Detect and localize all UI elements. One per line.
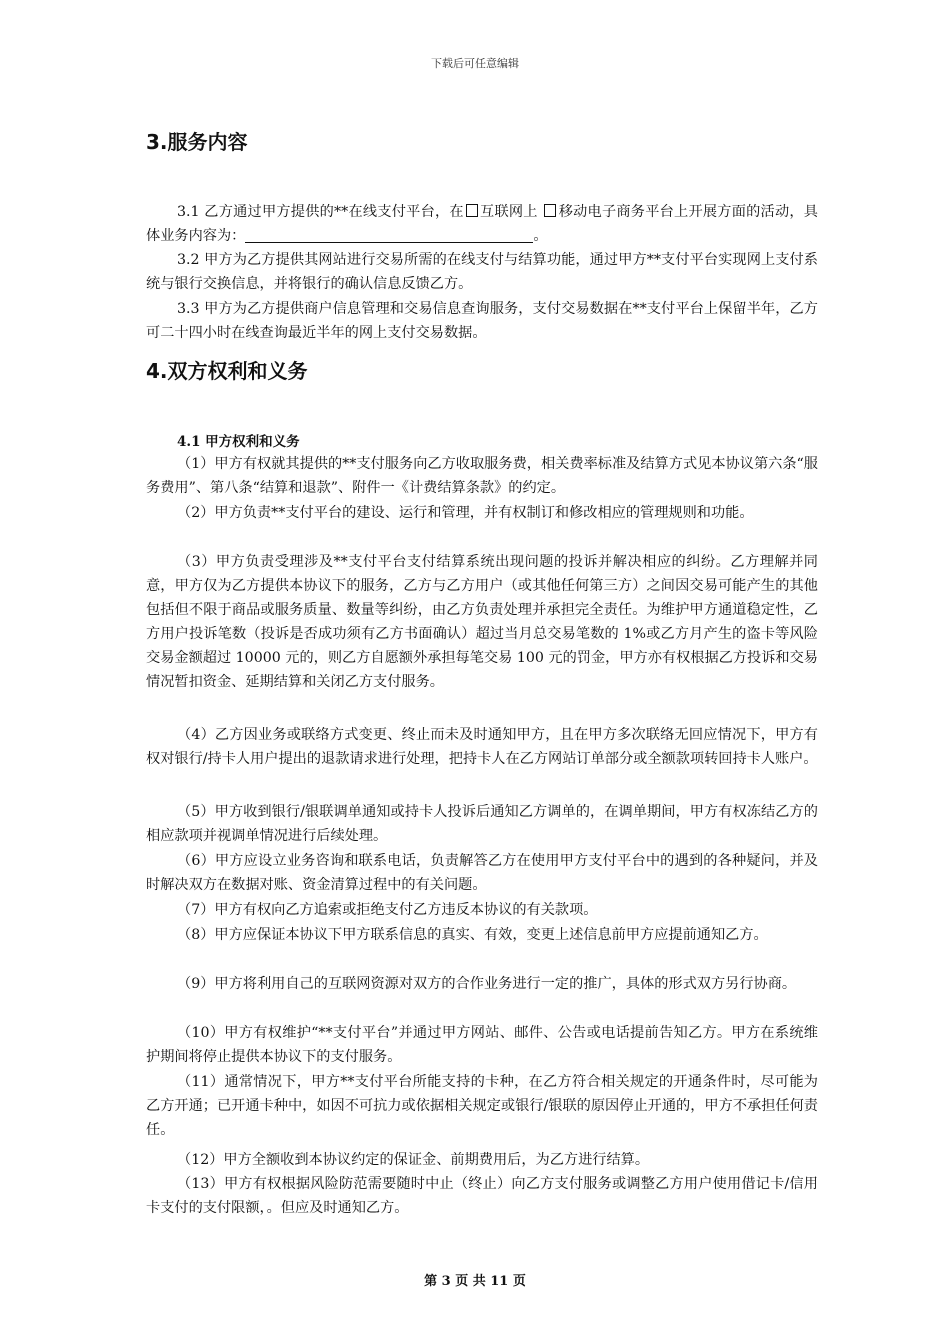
clause-item: （10）甲方有权维护“**支付平台”并通过甲方网站、邮件、公告或电话提前告知乙方。甲方在系统维护期间将停止提供本协议下的支付服务。 — [146, 1025, 818, 1065]
clause-3-1-text-c: 移动电子商务平台上开展方面的活动，具体业务内容为： — [146, 204, 818, 244]
section-4-title: 4.双方权利和义务 — [146, 359, 308, 383]
clause-item: （1）甲方有权就其提供的**支付服务向乙方收取服务费，相关费率标准及结算方式见本协议第六条“服务费用”、第八条“结算和退款”、附件一《计费结算条款》的约定。 — [146, 456, 818, 496]
page-number-footer: 第 3 页 共 11 页 — [424, 1274, 526, 1289]
clause-3-1-text-b: 互联网上 — [479, 204, 543, 220]
clause-item: （3）甲方负责受理涉及**支付平台支付结算系统出现问题的投诉并解决相应的纠纷。乙方理解并同意，甲方仅为乙方提供本协议下的服务，乙方与乙方用户（或其他任何第三方）之间因交易可能产生的其他包括但不限于商品或服务质量、数量等纠纷，由乙方负责处理并承担完全责任。为维护甲方通道稳定性，乙方用户投诉笔数（投诉是否成功须有乙方书面确认）超过当月总交易笔数的 1%或乙方月产生的盗卡等风险交易金额超过 10000 元的，则乙方自愿额外承担每笔交易 100 元的罚金，甲方亦有权根据乙方投诉和交易情况暂扣资金、延期结算和关闭乙方支付服务。 — [146, 554, 818, 690]
clause-item: （9）甲方将利用自己的互联网资源对双方的合作业务进行一定的推广，具体的形式双方另行协商。 — [177, 976, 797, 992]
checkbox-icon[interactable] — [466, 204, 478, 217]
clause-3-1-text-a: 3.1 乙方通过甲方提供的**在线支付平台，在 — [177, 204, 464, 220]
section-3-title: 3.服务内容 — [146, 130, 248, 154]
clause-item: （7）甲方有权向乙方追索或拒绝支付乙方违反本协议的有关款项。 — [177, 902, 598, 918]
checkbox-icon[interactable] — [544, 204, 556, 217]
clause-item: （8）甲方应保证本协议下甲方联系信息的真实、有效，变更上述信息前甲方应提前通知乙方。 — [177, 927, 768, 943]
subsection-4-1-title: 4.1 甲方权利和义务 — [177, 434, 300, 450]
clause-item: （12）甲方全额收到本协议约定的保证金、前期费用后，为乙方进行结算。 — [177, 1152, 650, 1168]
clause-item: （2）甲方负责**支付平台的建设、运行和管理，并有权制订和修改相应的管理规则和功能。 — [177, 505, 754, 521]
clause-item: （4）乙方因业务或联络方式变更、终止而未及时通知甲方，且在甲方多次联络无回应情况下，甲方有权对银行/持卡人用户提出的退款请求进行处理，把持卡人在乙方网站订单部分或全额款项转回持卡人账户。 — [146, 727, 818, 767]
page-header-note: 下载后可任意编辑 — [431, 57, 519, 70]
clause-item: （13）甲方有权根据风险防范需要随时中止（终止）向乙方支付服务或调整乙方用户使用借记卡/信用卡支付的支付限额，。但应及时通知乙方。 — [146, 1176, 818, 1216]
clause-3-1 — [146, 200, 818, 248]
blank-fill-line[interactable] — [245, 227, 533, 243]
clause-3-2: 3.2 甲方为乙方提供其网站进行交易所需的在线支付与结算功能，通过甲方**支付平台实现网上支付系统与银行交换信息，并将银行的确认信息反馈乙方。 — [146, 252, 818, 292]
clause-3-1-end: 。 — [533, 228, 548, 244]
clause-item: （11）通常情况下，甲方**支付平台所能支持的卡种，在乙方符合相关规定的开通条件时，尽可能为乙方开通；已开通卡种中，如因不可抗力或依据相关规定或银行/银联的原因停止开通的，甲方不承担任何责任。 — [146, 1074, 818, 1138]
clause-3-3: 3.3 甲方为乙方提供商户信息管理和交易信息查询服务，支付交易数据在**支付平台上保留半年，乙方可二十四小时在线查询最近半年的网上支付交易数据。 — [146, 301, 818, 341]
clause-item: （6）甲方应设立业务咨询和联系电话，负责解答乙方在使用甲方支付平台中的遇到的各种疑问，并及时解决双方在数据对账、资金清算过程中的有关问题。 — [146, 853, 818, 893]
clause-item: （5）甲方收到银行/银联调单通知或持卡人投诉后通知乙方调单的，在调单期间，甲方有权冻结乙方的相应款项并视调单情况进行后续处理。 — [146, 804, 818, 844]
